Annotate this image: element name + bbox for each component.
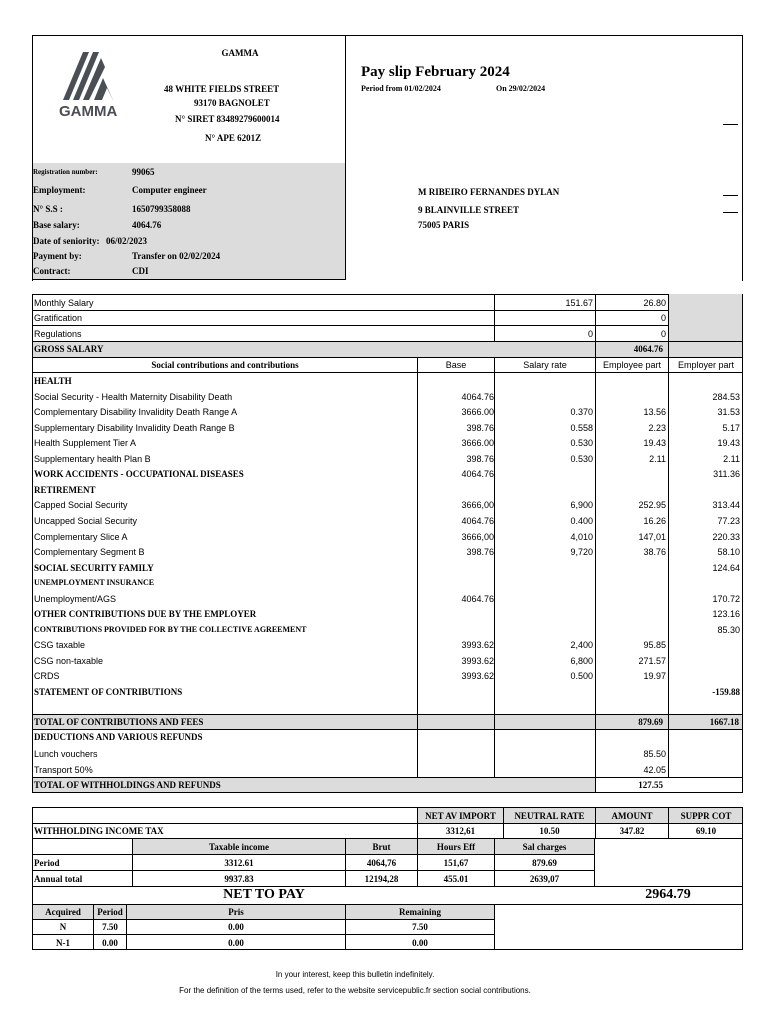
summary-cell: 4064,76 [366, 858, 397, 868]
leave-cell: 0.00 [228, 938, 244, 948]
company-siret: N° SIRET 83489279600014 [175, 114, 280, 124]
contrib-row-rate: 0.370 [570, 407, 593, 417]
leave-header: Pris [228, 907, 244, 917]
employee-info-label: N° S.S : [33, 204, 63, 214]
leave-cell: 7.50 [102, 922, 118, 932]
deduction-row-value: 85.50 [643, 749, 666, 759]
contrib-row-employee: 19.97 [643, 671, 666, 681]
contrib-row-label: OTHER CONTRIBUTIONS DUE BY THE EMPLOYER [34, 609, 257, 619]
summary-row-label: Annual total [34, 874, 83, 884]
summary-cell: 455.01 [443, 874, 469, 884]
company-name: GAMMA [221, 48, 259, 58]
contrib-header-label: Social contributions and contributions [151, 360, 299, 370]
contrib-row-base: 398.76 [466, 547, 494, 557]
contrib-row-rate: 9,720 [570, 547, 593, 557]
deductions-title: DEDUCTIONS AND VARIOUS REFUNDS [34, 732, 203, 742]
leave-header: Acquired [45, 907, 81, 917]
contrib-row-label: UNEMPLOYMENT INSURANCE [34, 578, 155, 587]
employee-info-value: CDI [132, 266, 149, 276]
employee-info-value: 99065 [132, 167, 155, 177]
contrib-row-label: RETIREMENT [34, 485, 96, 495]
page-title: Pay slip February 2024 [361, 64, 510, 80]
contrib-row-base: 3993.62 [461, 656, 494, 666]
contrib-row-rate: 6,800 [570, 656, 593, 666]
contrib-row-label: Complementary Disability Invalidity Death Range A [34, 407, 238, 417]
company-ape: N° APE 6201Z [205, 133, 262, 143]
company-logo [56, 48, 130, 124]
period-on: On 29/02/2024 [496, 84, 546, 93]
summary-header: Taxable income [209, 842, 269, 852]
contrib-row-base: 4064.76 [461, 469, 494, 479]
employee-info-value: 4064.76 [132, 220, 162, 230]
contrib-row-base: 3666.00 [461, 407, 494, 417]
salary-row-c2: 26.80 [643, 298, 666, 308]
contrib-header-employee: Employee part [602, 360, 662, 370]
contrib-row-rate: 0.530 [570, 454, 593, 464]
contrib-row-base: 4064.76 [461, 516, 494, 526]
tax-value: 347.82 [619, 826, 645, 836]
salary-row-label: Monthly Salary [34, 298, 94, 308]
employee-info-label: Registration number: [33, 168, 98, 176]
salary-row-c1: 151.67 [565, 298, 593, 308]
contrib-row-label: Health Supplement Tier A [34, 438, 137, 448]
leave-cell: N-1 [56, 938, 70, 948]
contrib-row-label: HEALTH [34, 376, 72, 386]
deduction-row-value: 42.05 [643, 765, 666, 775]
period-from: Period from 01/02/2024 [361, 84, 441, 93]
leave-header: Period [97, 907, 123, 917]
contrib-row-employer: 124.64 [712, 563, 740, 573]
contrib-row-employer: 77.23 [717, 516, 740, 526]
tax-header: NET AV IMPORT [425, 811, 496, 821]
summary-header: Brut [372, 842, 391, 852]
net-to-pay-label: NET TO PAY [223, 887, 305, 902]
contrib-row-label: SOCIAL SECURITY FAMILY [34, 563, 154, 573]
leave-cell: 0.00 [412, 938, 428, 948]
company-address2: 93170 BAGNOLET [194, 98, 270, 108]
logo-mark-icon [56, 48, 130, 104]
contrib-header-employer: Employer part [677, 360, 735, 370]
recipient-street: 9 BLAINVILLE STREET [418, 205, 520, 215]
deductions-total-value: 127.55 [638, 780, 663, 790]
employee-info-label: Base salary: [33, 220, 80, 230]
employee-info-value: Computer engineer [132, 185, 207, 195]
salary-row-label: Gratification [34, 313, 83, 323]
contrib-row-employer: 170.72 [712, 594, 740, 604]
summary-cell: 879.69 [532, 858, 557, 868]
contrib-header-base: Base [445, 360, 467, 370]
leave-cell: 0.00 [228, 922, 244, 932]
contrib-row-label: CRDS [34, 671, 60, 681]
recipient-name: M RIBEIRO FERNANDES DYLAN [418, 187, 560, 197]
summary-header: Hours Eff [436, 842, 476, 852]
summary-row-label: Period [34, 858, 60, 868]
contrib-row-label: Complementary Segment B [34, 547, 145, 557]
contrib-row-rate: 0.400 [570, 516, 593, 526]
footer-line1: In your interest, keep this bulletin indefinitely. [275, 970, 435, 979]
employee-info-value: 1650799358088 [132, 204, 191, 214]
tax-value: 69.10 [695, 826, 717, 836]
contrib-header-rate: Salary rate [523, 360, 567, 370]
contrib-row-employee: 2.23 [648, 423, 666, 433]
contrib-row-employee: 147,01 [638, 532, 666, 542]
contrib-row-label: STATEMENT OF CONTRIBUTIONS [34, 687, 183, 697]
contrib-row-employer: -159.88 [712, 687, 740, 697]
contrib-row-employee: 271.57 [638, 656, 666, 666]
leave-header: Remaining [398, 907, 441, 917]
contrib-row-employer: 123.16 [712, 609, 740, 619]
contrib-row-label: CSG taxable [34, 640, 86, 650]
contrib-row-label: Capped Social Security [34, 500, 128, 510]
contrib-row-employer: 5.17 [722, 423, 740, 433]
tax-value: 10.50 [539, 826, 560, 836]
contrib-row-base: 3666.00 [461, 438, 494, 448]
contrib-row-label: Supplementary Disability Invalidity Death Range B [34, 423, 235, 433]
contrib-row-employee: 2.11 [649, 454, 666, 464]
summary-cell: 9937.83 [224, 874, 254, 884]
employee-info-label: Employment: [33, 185, 86, 195]
summary-header: Sal charges [522, 842, 567, 852]
contrib-row-employee: 95.85 [643, 640, 666, 650]
contrib-row-employee: 19.43 [643, 438, 666, 448]
total-contrib-employee: 879.69 [638, 717, 663, 727]
tax-header: NEUTRAL RATE [514, 811, 585, 821]
employee-info-value: 06/02/2023 [106, 236, 148, 246]
contrib-row-base: 3993.62 [461, 671, 494, 681]
contrib-row-label: Unemployment/AGS [34, 594, 117, 604]
leave-cell: N [59, 922, 67, 932]
contrib-row-base: 398.76 [466, 454, 494, 464]
contrib-row-base: 3666,00 [461, 500, 494, 510]
recipient-city: 75005 PARIS [418, 220, 470, 230]
contrib-row-label: Complementary Slice A [34, 532, 128, 542]
contrib-row-label: Uncapped Social Security [34, 516, 138, 526]
tax-header: SUPPR COT [680, 811, 732, 821]
employee-info-label: Date of seniority: [33, 236, 100, 246]
contrib-row-base: 4064.76 [461, 392, 494, 402]
contrib-row-employee: 16.26 [643, 516, 666, 526]
deduction-row-label: Lunch vouchers [34, 749, 98, 759]
gross-salary-value: 4064.76 [633, 344, 663, 354]
employee-info-label: Contract: [33, 266, 71, 276]
employee-info-label: Payment by: [33, 251, 82, 261]
contrib-row-rate: 0.558 [570, 423, 593, 433]
contrib-row-label: Social Security - Health Maternity Disability Death [34, 392, 233, 402]
total-contrib-label: TOTAL OF CONTRIBUTIONS AND FEES [34, 717, 204, 727]
contrib-row-rate: 6,900 [570, 500, 593, 510]
contrib-row-label: CSG non-taxable [34, 656, 104, 666]
salary-row-label: Regulations [34, 329, 82, 339]
contrib-row-base: 4064.76 [461, 594, 494, 604]
deduction-row-label: Transport 50% [34, 765, 93, 775]
contrib-row-employee: 13.56 [643, 407, 666, 417]
logo-text: GAMMA [59, 103, 118, 120]
contrib-row-employer: 220.33 [712, 532, 740, 542]
contrib-row-base: 3666,00 [461, 532, 494, 542]
contrib-row-employer: 2.11 [723, 454, 740, 464]
salary-row-c2: 0 [660, 329, 666, 339]
net-to-pay-value: 2964.79 [645, 887, 691, 902]
contrib-row-employer: 19.43 [717, 438, 740, 448]
contrib-row-employer: 31.53 [717, 407, 740, 417]
company-address1: 48 WHITE FIELDS STREET [164, 84, 280, 94]
contrib-row-label: CONTRIBUTIONS PROVIDED FOR BY THE COLLECTIVE AGREEMENT [34, 625, 307, 634]
contrib-row-rate: 4,010 [570, 532, 593, 542]
contrib-row-employer: 85.30 [717, 625, 740, 635]
contrib-row-rate: 0.500 [570, 671, 593, 681]
summary-cell: 2639,07 [529, 874, 560, 884]
contrib-row-rate: 2,400 [570, 640, 593, 650]
tax-header: AMOUNT [611, 811, 653, 821]
contrib-row-base: 398.76 [466, 423, 494, 433]
contrib-row-employer: 284.53 [712, 392, 740, 402]
contrib-row-employer: 311.36 [713, 469, 740, 479]
contrib-row-label: Supplementary health Plan B [34, 454, 151, 464]
withholding-label: WITHHOLDING INCOME TAX [34, 826, 164, 836]
summary-cell: 3312.61 [224, 858, 254, 868]
gross-salary-label: GROSS SALARY [34, 344, 104, 354]
summary-cell: 12194,28 [364, 874, 399, 884]
total-contrib-employer: 1667.18 [709, 717, 739, 727]
leave-cell: 7.50 [412, 922, 428, 932]
contrib-row-base: 3993.62 [461, 640, 494, 650]
leave-cell: 0.00 [102, 938, 118, 948]
salary-row-c2: 0 [660, 313, 666, 323]
employee-info-value: Transfer on 02/02/2024 [132, 251, 221, 261]
contrib-row-employee: 38.76 [643, 547, 666, 557]
contrib-row-employer: 313.44 [712, 500, 740, 510]
summary-cell: 151,67 [443, 858, 469, 868]
contrib-row-rate: 0.530 [570, 438, 593, 448]
tax-value: 3312,61 [445, 826, 476, 836]
contrib-row-employee: 252.95 [638, 500, 666, 510]
deductions-total-label: TOTAL OF WITHHOLDINGS AND REFUNDS [34, 780, 221, 790]
salary-row-c1: 0 [587, 329, 593, 339]
footer-line2: For the definition of the terms used, refer to the website servicepublic.fr section social contributions. [179, 986, 531, 995]
contrib-row-employer: 58.10 [717, 547, 740, 557]
contrib-row-label: WORK ACCIDENTS - OCCUPATIONAL DISEASES [34, 469, 244, 479]
